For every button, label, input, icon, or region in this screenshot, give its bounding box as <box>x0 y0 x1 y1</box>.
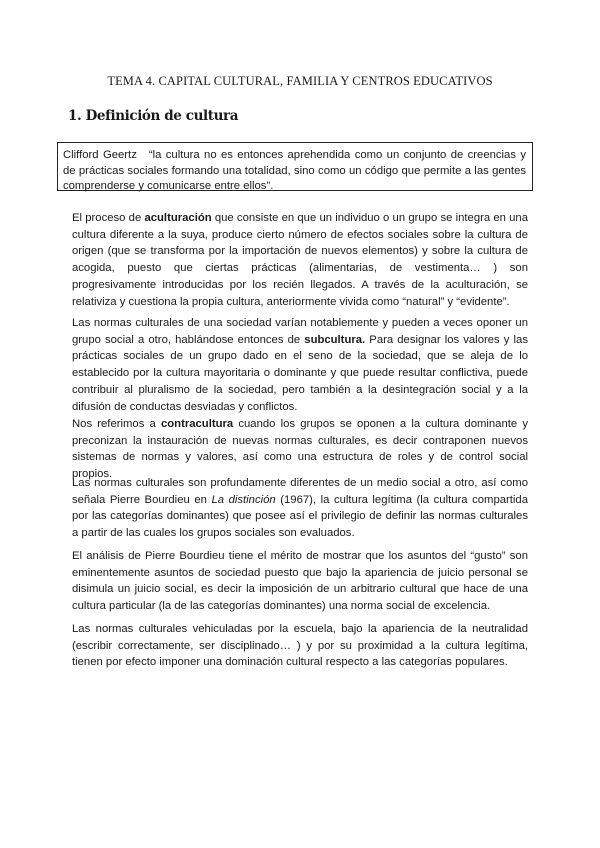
term-aculturacion: aculturación <box>144 212 212 224</box>
paragraph-aculturacion <box>72 210 528 310</box>
paragraph-text: que consiste en que un individuo o un grupo se integra en una cultura diferente a la suya, produce cierto número de efectos sociales sobre la cultura de origen (que se transforma por la importación de nuevos elementos) y sobre la cultura de acogida, puesto que ciertas prácticas (alimentarias, de vestimenta… ) son progresivamente introducidas por los recién llegados. A través de la aculturación, se relativiza y cuestiona la propia cultura, anteriormente vivida como “natural” y “evidente”. <box>72 212 528 308</box>
paragraph-text: Las normas culturales son profundamente diferentes de un medio social a otro, así como señala Pierre Bourdieu en <box>72 477 528 506</box>
paragraph-subcultura <box>72 315 528 415</box>
paragraph-text: Para designar los valores y las prácticas sociales de un grupo dado en el seno de la sociedad, que se aleja de lo establecido por la cultura mayoritaria o dominante y que puede resultar conflictiva, puede contribuir al pluralismo de la sociedad, pero también a la desintegración social y a la difusión de conductas desviadas y conflictos. <box>72 333 528 413</box>
paragraph-normas-culturales <box>72 475 528 542</box>
paragraph-bourdieu-gusto <box>72 548 528 615</box>
paragraph-escuela <box>72 621 528 671</box>
paragraph-contracultura <box>72 416 528 483</box>
book-title: La distinción <box>211 493 276 506</box>
paragraph-text: (1967), la cultura legítima (la cultura compartida por las categorías dominantes) que posee así el privilegio de definir las normas culturales a partir de las cuales los grupos sociales son evaluados. <box>72 493 528 540</box>
quote-box <box>57 142 533 191</box>
paragraph-text: El proceso de <box>72 212 145 224</box>
section-heading: 1. Definición de cultura <box>68 108 239 124</box>
paragraph-text: Las normas culturales vehiculadas por la escuela, bajo la apariencia de la neutralidad (escribir correctamente, ser disciplinado… ) y por su proximidad a la cultura legítima, tienen por efecto imponer una dominación cultural respecto a las categorías populares. <box>72 623 528 669</box>
term-contracultura: contracultura <box>160 418 234 430</box>
quote-text: “la cultura no es entonces aprehendida como un conjunto de creencias y de prácticas sociales formando una totalidad, sino como un código que permite a las gentes comprenderse y comunicarse entre ellos”. <box>63 149 526 193</box>
quote-author: Clifford Geertz <box>63 149 137 161</box>
paragraph-text: Las normas culturales de una sociedad varían notablemente y pueden a veces oponer un grupo social a otro, hablándose entonces de <box>72 317 528 346</box>
paragraph-text: cuando los grupos se oponen a la cultura dominante y preconizan la instauración de nuevas normas culturales, es decir contraponen nuevos sistemas de normas y valores, así como una estructura de roles y de control social propios. <box>72 418 528 481</box>
paragraph-text: Nos referimos a <box>72 418 161 430</box>
page-title: TEMA 4. CAPITAL CULTURAL, FAMILIA Y CENTROS EDUCATIVOS <box>107 74 493 88</box>
term-subcultura: subcultura. <box>304 333 366 346</box>
paragraph-text: El análisis de Pierre Bourdieu tiene el mérito de mostrar que los asuntos del “gusto” son eminentemente asuntos de sociedad puesto que bajo la apariencia de juicio personal se disimula un juicio social, es decir la imposición de un arbitrario cultural que hace de una cultura particular (la de las categorías dominantes) una norma social de excelencia. <box>72 550 528 613</box>
